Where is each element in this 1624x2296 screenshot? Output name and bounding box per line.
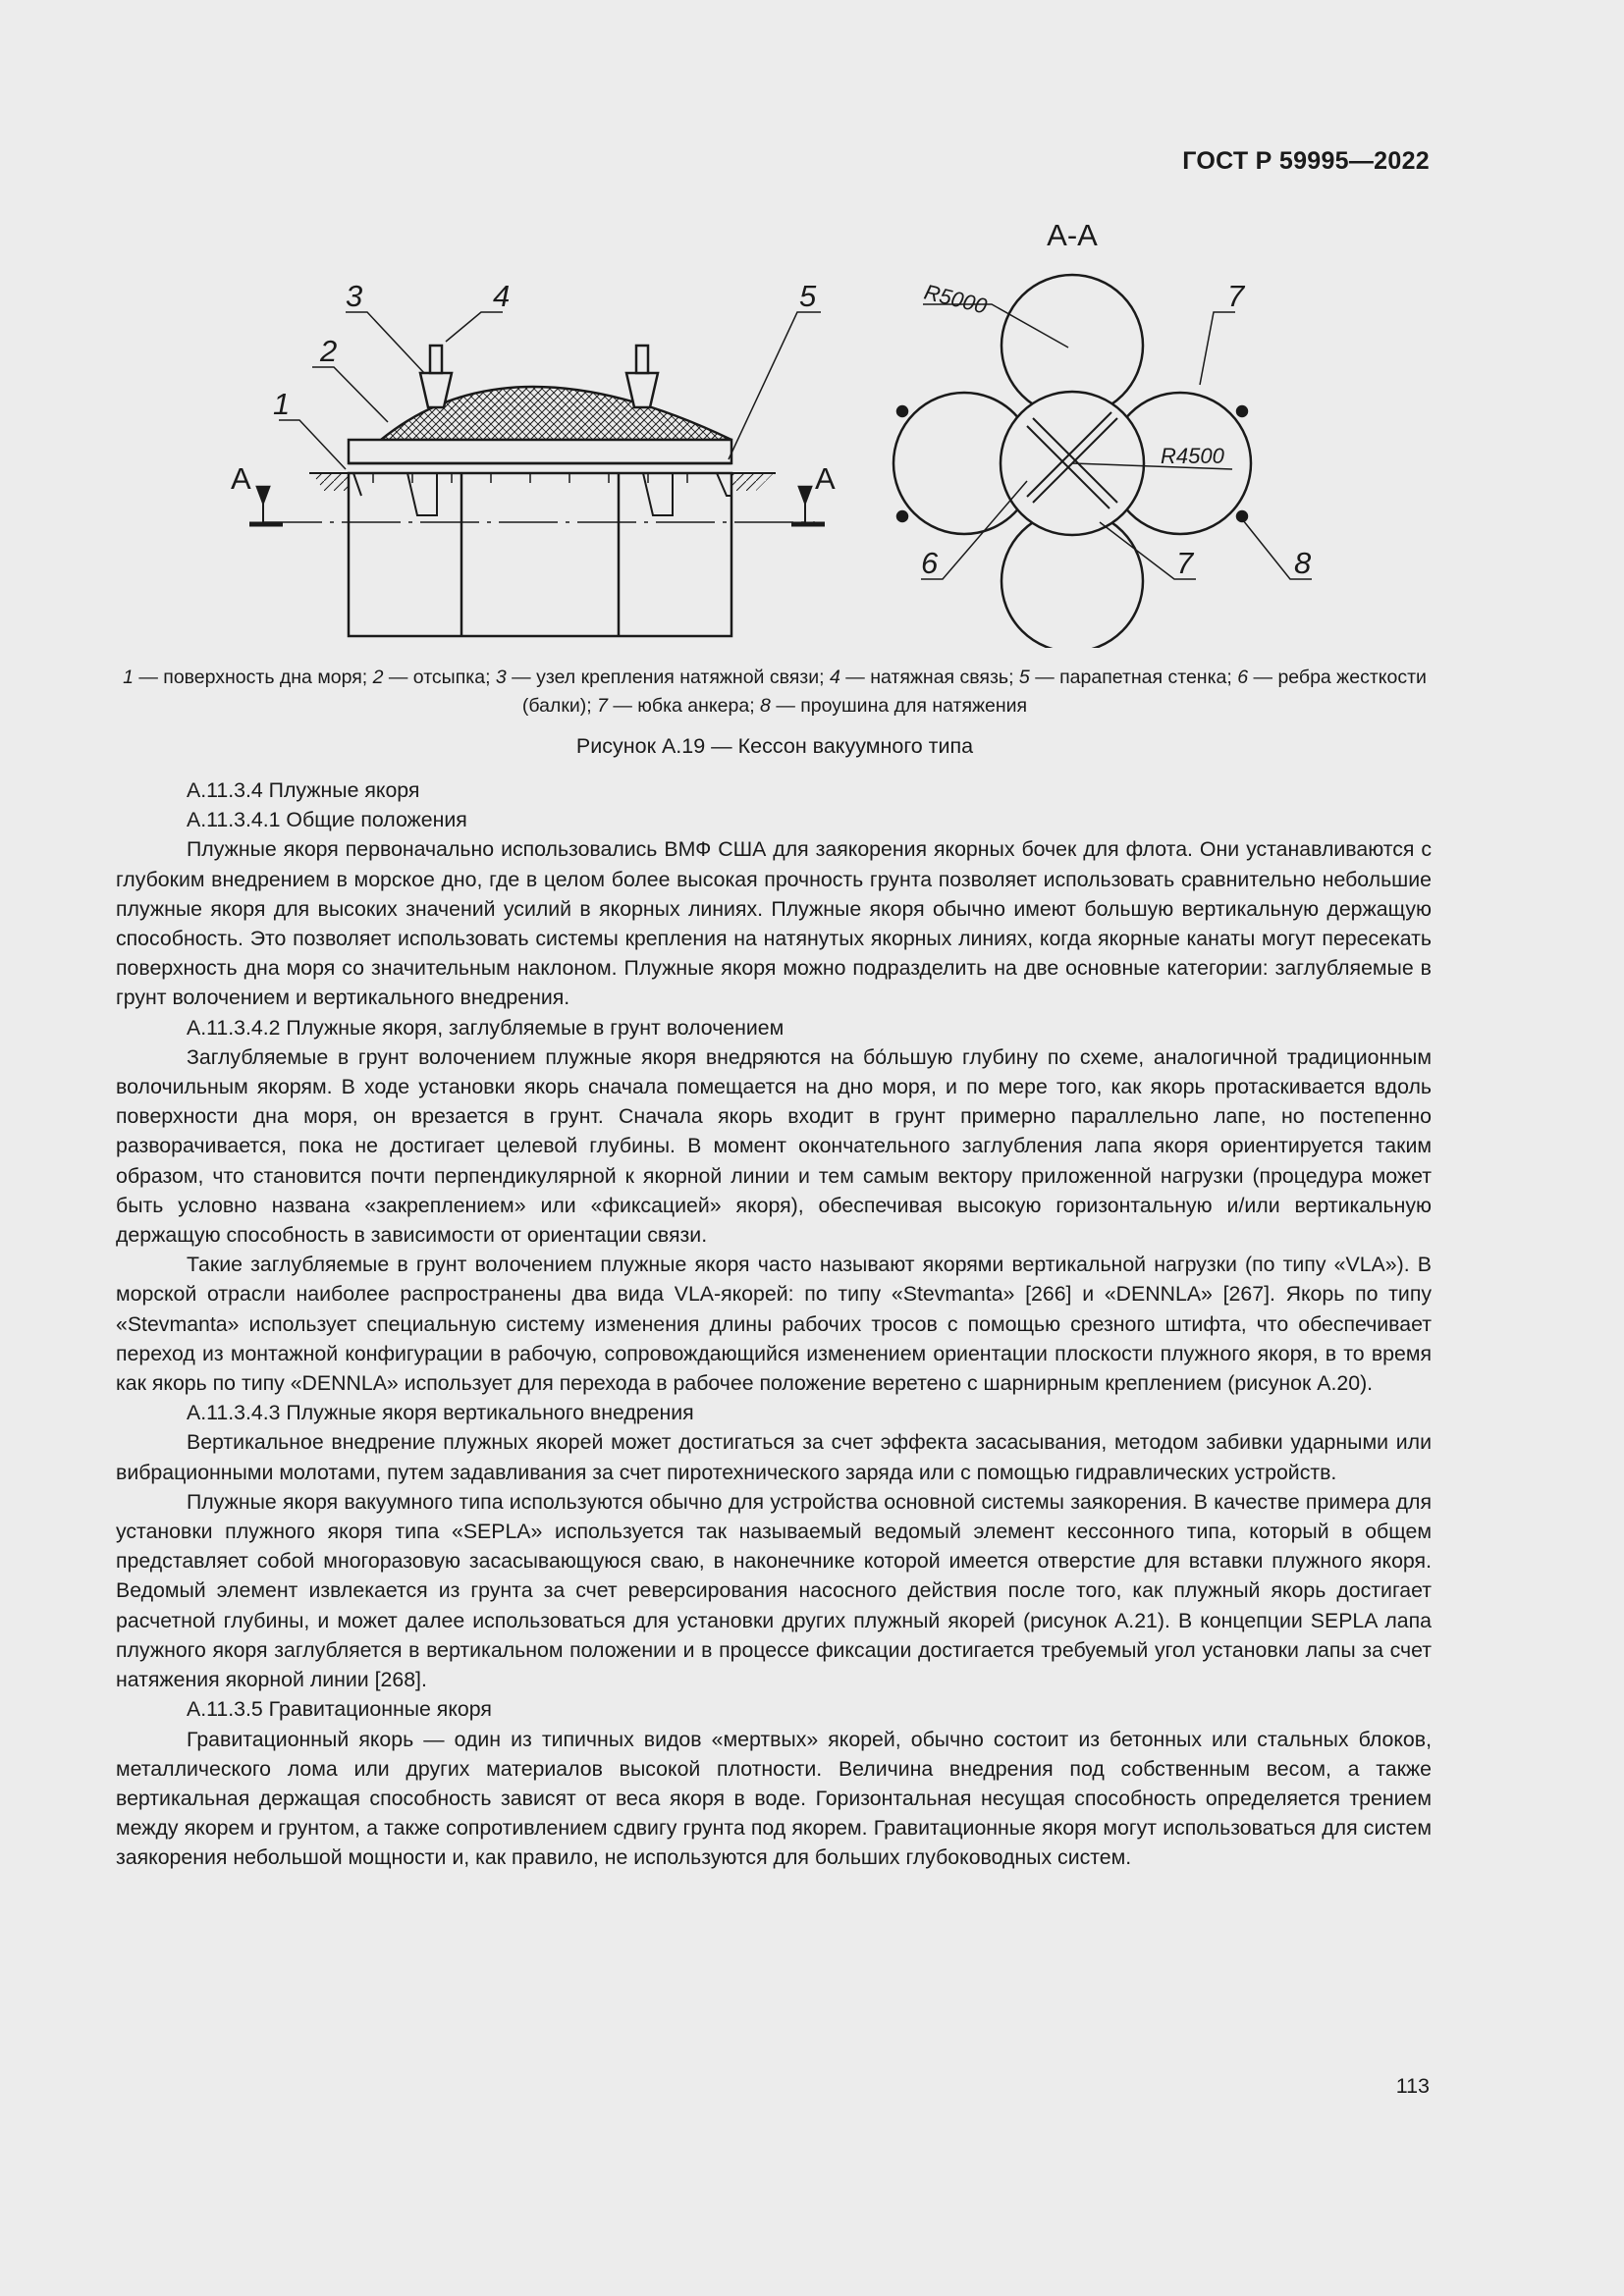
callout-3: 3 (346, 279, 363, 313)
callout-8: 8 (1294, 546, 1312, 580)
section-mark-left: А (231, 461, 251, 496)
paragraph: Такие заглубляемые в грунт волочением плужные якоря часто называют якорями вертикальной нагрузки (по типу «VLA»). В морской отрасли наиболее распространены два вида VLA-якорей: по типу «Stevmanta» [266] и «DENNLA» [267]. Якорь по типу «Stevmanta» использует специальную систему изменения длины рабочих тросов с помощью срезного штифта, что обеспечивает переход из монтажной конфигурации в рабочую, сопровождающийся изменением ориентации плоскости плужного якоря, в то время как якорь по типу «DENNLA» использует для перехода в рабочее положение веретено с шарнирным креплением (рисунок А.20). (116, 1253, 1432, 1396)
figure-drawing (0, 216, 1624, 648)
document-header: ГОСТ Р 59995—2022 (1182, 147, 1430, 175)
callout-5: 5 (799, 279, 817, 313)
callout-4: 4 (493, 279, 511, 313)
section-title: А-А (1047, 218, 1098, 252)
callout-7-bottom: 7 (1176, 546, 1194, 580)
paragraph: Вертикальное внедрение плужных якорей может достигаться за счет эффекта засасывания, методом забивки ударными или вибрационными молотами, путем задавливания за счет пиротехнического заряда или с помощью гидравлических устройств. (116, 1430, 1432, 1484)
callout-6: 6 (921, 546, 939, 580)
paragraph: Гравитационный якорь — один из типичных видов «мертвых» якорей, обычно состоит из бетонных или стальных блоков, металлического лома или других материалов высокой плотности. Величина внедрения под собственным весом, а также вертикальная держащая способность зависят от веса якоря в воде. Горизонтальная несущая способность определяется трением между якорем и грунтом, а также сопротивлением сдвигу грунта под якорем. Гравитационные якоря могут использоваться для систем заякорения небольшой мощности и, как правило, не используются для больших глубоководных систем. (116, 1727, 1432, 1870)
figure-caisson (0, 216, 1624, 648)
callout-7-top: 7 (1227, 279, 1245, 313)
document-body (116, 775, 1432, 1873)
paragraph: Плужные якоря вакуумного типа используются обычно для устройства основной системы заякорения. В качестве примера для установки плужного якоря типа «SEPLA» используется так называемый ведомый элемент кессонного типа, который в общем представляет собой многоразовую засасывающуюся сваю, в наконечнике которой имеется отверстие для вставки плужного якоря. Ведомый элемент извлекается из грунта за счет реверсирования насосного действия после того, как плужный якорь достигает расчетной глубины, и может далее использоваться для установки других плужный якорей (рисунок А.21). В концепции SEPLA лапа плужного якоря заглубляется в вертикальном положении и в процессе фиксации достигается требуемый угол установки лапы за счет натяжения якорной линии [268]. (116, 1489, 1432, 1692)
callout-2: 2 (320, 334, 338, 368)
section-heading: А.11.3.4.1 Общие положения (187, 808, 467, 832)
paragraph: Заглубляемые в грунт волочением плужные якоря внедряются на бо́льшую глубину по схеме, аналогичной традиционным волочильным якорям. В ходе установки якорь сначала помещается на дно моря, и по мере того, как якорь протаскивается вдоль поверхности дна моря, он врезается в грунт. Сначала якорь входит в грунт примерно параллельно лапе, но постепенно разворачивается, пока не достигает целевой глубины. В момент окончательного заглубления лапа якоря ориентируется таким образом, что становится почти перпендикулярной к якорной линии и тем самым вектору приложенной нагрузки (процедура может быть условно названа «закреплением» или «фиксацией» якоря), обеспечивая высокую горизонтальную и/или вертикальную держащую способность в зависимости от ориентации связи. (116, 1044, 1432, 1248)
section-heading: А.11.3.4.2 Плужные якоря, заглубляемые в грунт волочением (187, 1015, 785, 1040)
paragraph: Плужные якоря первоначально использовались ВМФ США для заякорения якорных бочек для флота. Они устанавливаются с глубоким внедрением в морское дно, где в целом более высокая прочность грунта позволяет использовать сравнительно небольшие плужные якоря для высоких значений усилий в якорных линиях. Плужные якоря обычно имеют большую вертикальную держащую способность. Это позволяет использовать системы крепления на натянутых якорных линиях, когда якорные канаты могут пересекать поверхность дна моря со значительным наклоном. Плужные якоря можно подразделить на две основные категории: заглубляемые в грунт волочением и вертикального внедрения. (116, 837, 1432, 1010)
section-mark-right: А (815, 461, 836, 496)
callout-1: 1 (273, 387, 291, 421)
section-heading: А.11.3.4.3 Плужные якоря вертикального внедрения (187, 1401, 694, 1425)
figure-caption: Рисунок А.19 — Кессон вакуумного типа (575, 734, 974, 758)
page-number: 113 (1395, 2074, 1430, 2098)
section-view (893, 275, 1312, 648)
figure-legend: 1 — поверхность дна моря; 2 — отсыпка; 3 — узел крепления натяжной связи; 4 — натяжная связь; 5 — парапетная стенка; 6 — ребра жесткости (балки); 7 — юбка анкера; 8 — проушина для натяжения (123, 667, 1427, 717)
dim-outer-radius: R5000 (921, 279, 990, 319)
dim-inner-radius: R4500 (1161, 444, 1224, 468)
section-heading: А.11.3.5 Гравитационные якоря (187, 1697, 492, 1722)
section-heading: А.11.3.4 Плужные якоря (187, 778, 420, 802)
